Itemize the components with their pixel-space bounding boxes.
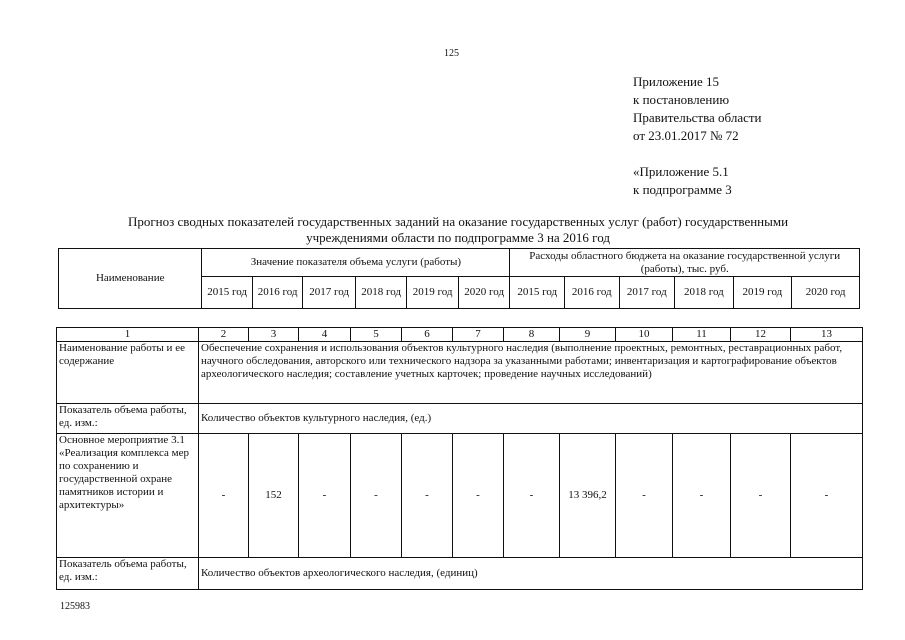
title-line: учреждениями области по подпрограмме 3 на 2016 год <box>306 230 610 245</box>
subprogram-appendix-block <box>633 163 732 199</box>
event-value: - <box>791 434 863 558</box>
column-number: 12 <box>731 328 791 342</box>
event-value: - <box>453 434 504 558</box>
volume-year-header: 2016 год <box>252 277 302 309</box>
column-number: 10 <box>616 328 673 342</box>
column-number: 6 <box>402 328 453 342</box>
volume-year-header: 2015 год <box>202 277 252 309</box>
column-number: 2 <box>199 328 249 342</box>
work-name-label: Наименование работы и ее содержание <box>57 342 199 404</box>
table-row <box>57 404 863 434</box>
event-value: - <box>199 434 249 558</box>
event-label: Основное мероприятие 3.1 «Реализация комплекса мер по сохранению и государственной охране памятников истории и архитектуры» <box>57 434 199 558</box>
indicator-label: Показатель объема работы, ед. изм.: <box>57 558 199 590</box>
document-title <box>58 214 858 246</box>
event-value: 152 <box>249 434 299 558</box>
column-number: 11 <box>673 328 731 342</box>
event-value: - <box>299 434 351 558</box>
budget-year-header: 2020 год <box>792 277 860 309</box>
appendix-line: «Приложение 5.1 <box>633 164 729 179</box>
budget-group-header: Расходы областного бюджета на оказание государственной услуги (работы), тыс. руб. <box>510 249 860 277</box>
column-number: 1 <box>57 328 199 342</box>
column-number: 13 <box>791 328 863 342</box>
table-row <box>57 342 863 404</box>
event-value: - <box>616 434 673 558</box>
appendix-line: к постановлению <box>633 92 730 107</box>
column-number: 7 <box>453 328 504 342</box>
volume-year-header: 2019 год <box>407 277 459 309</box>
appendix-line: от 23.01.2017 № 72 <box>633 128 739 143</box>
indicator-label: Показатель объема работы, ед. изм.: <box>57 404 199 434</box>
event-value: - <box>402 434 453 558</box>
event-value: - <box>504 434 560 558</box>
event-value: - <box>731 434 791 558</box>
volume-year-header: 2017 год <box>303 277 356 309</box>
title-line: Прогноз сводных показателей государственных заданий на оказание государственных услуг (работ) государственными <box>127 214 789 229</box>
event-value: 13 396,2 <box>560 434 616 558</box>
appendix-line: к подпрограмме 3 <box>633 182 732 197</box>
footer-code: 125983 <box>60 601 90 612</box>
column-number: 3 <box>249 328 299 342</box>
work-name-value: Обеспечение сохранения и использования объектов культурного наследия (выполнение проектных, ремонтных, реставрационных работ, научного обследования, авторского или технического надзора за указанными работами; инвентаризация и картографирование объектов археологического наследия; составление учетных карточек; проведение научных исследований) <box>199 342 863 404</box>
page-number: 125 <box>444 48 459 59</box>
budget-year-header: 2019 год <box>733 277 792 309</box>
budget-year-header: 2017 год <box>619 277 675 309</box>
appendix-line: Приложение 15 <box>633 74 720 89</box>
table-row <box>57 558 863 590</box>
header-table <box>58 248 860 309</box>
volume-year-header: 2020 год <box>458 277 510 309</box>
name-column-header: Наименование <box>59 249 202 309</box>
event-value: - <box>351 434 402 558</box>
volume-year-header: 2018 год <box>355 277 407 309</box>
budget-year-header: 2016 год <box>565 277 620 309</box>
column-number: 8 <box>504 328 560 342</box>
indicator-value: Количество объектов археологического наследия, (единиц) <box>199 558 863 590</box>
event-value: - <box>673 434 731 558</box>
data-table <box>56 327 863 590</box>
column-number: 5 <box>351 328 402 342</box>
budget-year-header: 2018 год <box>675 277 734 309</box>
appendix-line: Правительства области <box>633 110 762 125</box>
volume-group-header: Значение показателя объема услуги (работы) <box>202 249 510 277</box>
column-number: 9 <box>560 328 616 342</box>
indicator-value: Количество объектов культурного наследия, (ед.) <box>199 404 863 434</box>
appendix-block <box>633 73 762 145</box>
budget-year-header: 2015 год <box>510 277 565 309</box>
column-number-row <box>57 328 863 342</box>
column-number: 4 <box>299 328 351 342</box>
table-row <box>57 434 863 558</box>
